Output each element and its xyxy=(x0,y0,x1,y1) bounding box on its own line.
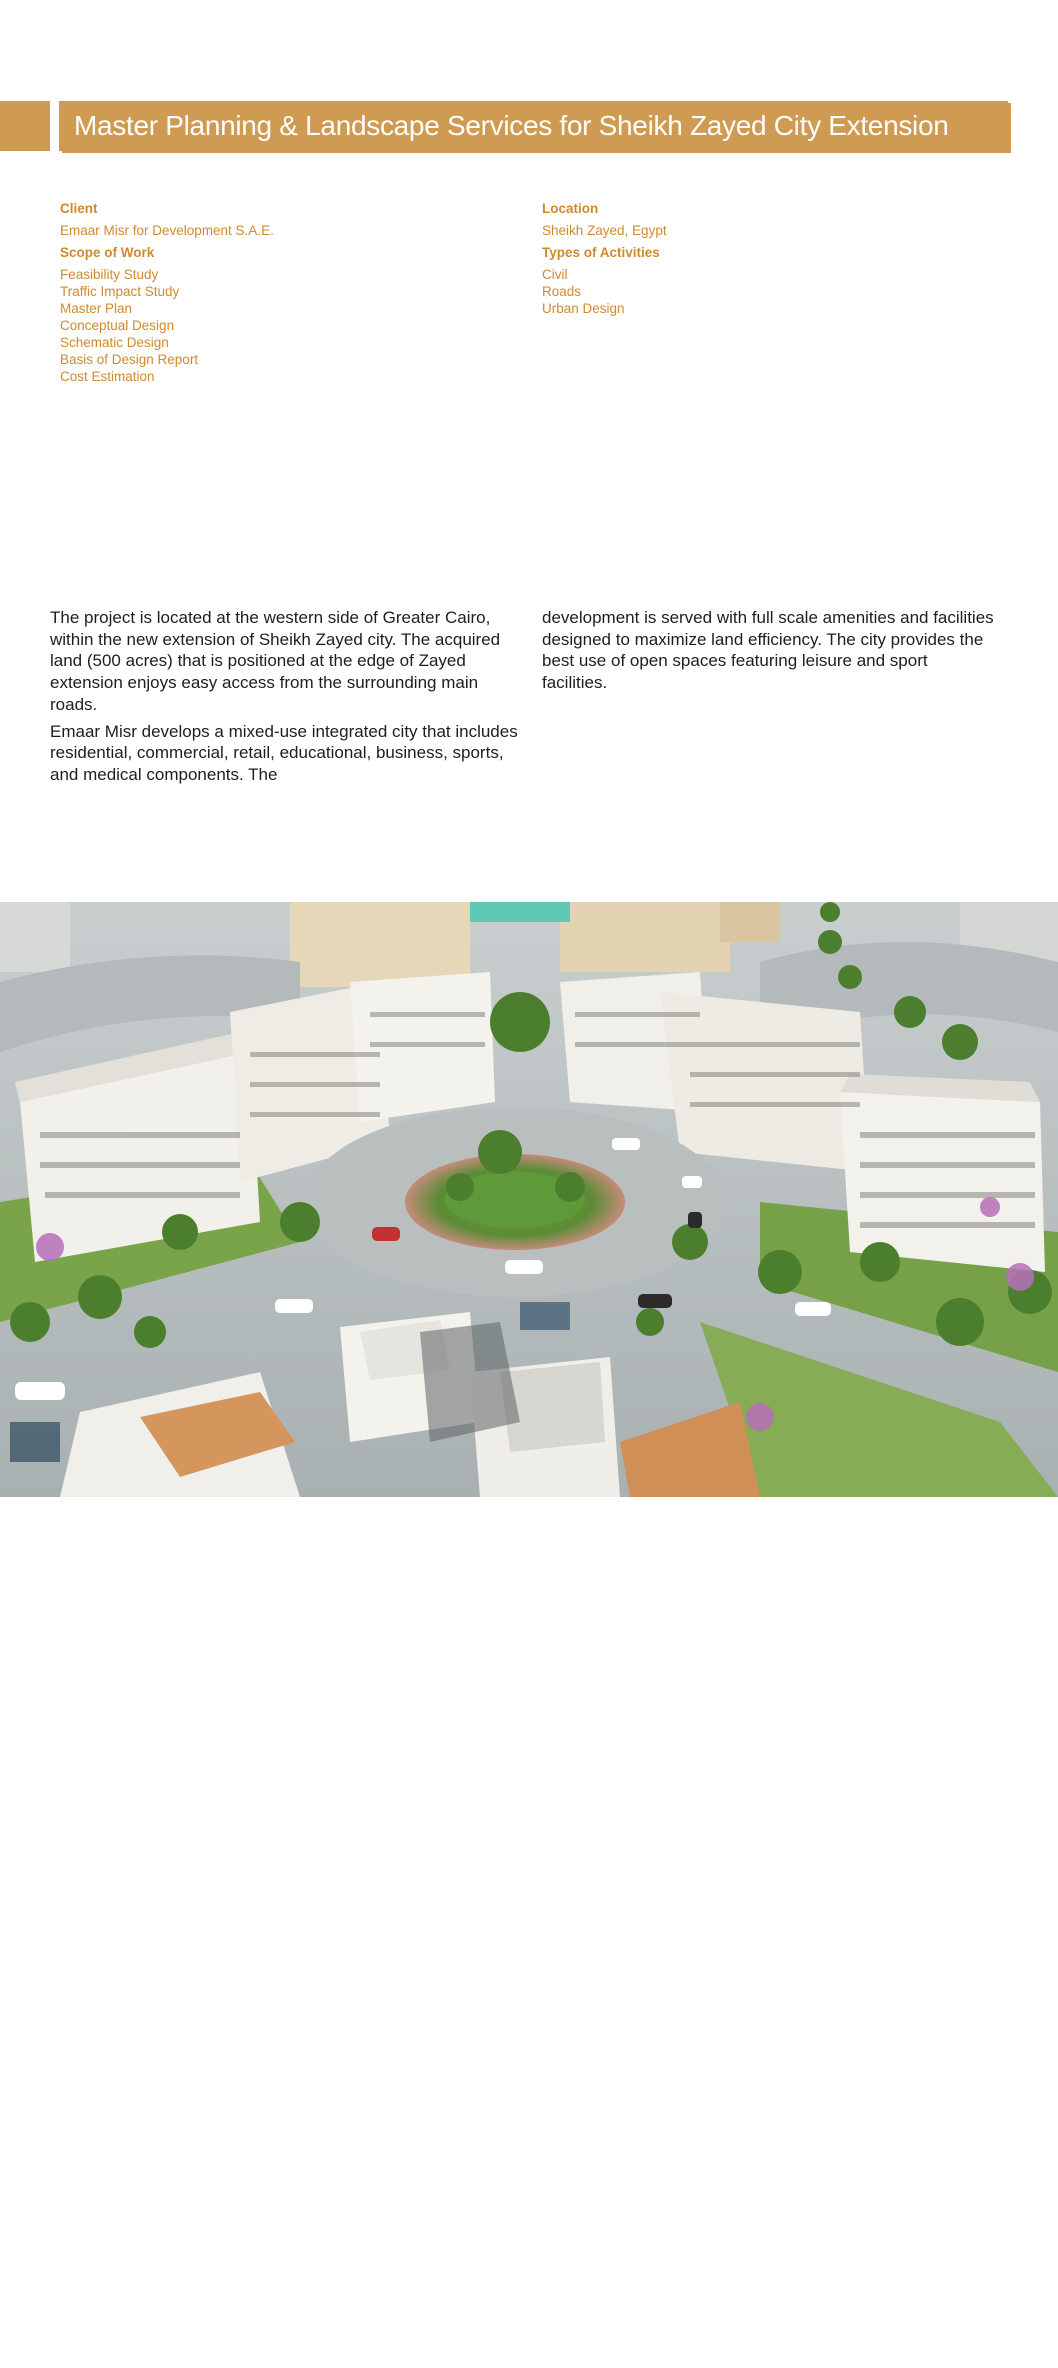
scope-item: Master Plan xyxy=(60,301,133,316)
accent-block xyxy=(0,101,50,151)
client-value: Emaar Misr for Development S.A.E. xyxy=(60,223,274,238)
info-column-right xyxy=(542,200,982,317)
scope-item: Schematic Design xyxy=(60,335,169,350)
scope-item: Conceptual Design xyxy=(60,318,175,333)
scope-label: Scope of Work xyxy=(60,245,155,260)
activity-item: Civil xyxy=(542,267,568,282)
body-paragraph: development is served with full scale amenities and facilities designed to maximize land efficiency. The city provides the best use of open spaces featuring leisure and sport facilities. xyxy=(542,608,994,693)
activities-label: Types of Activities xyxy=(542,245,660,260)
body-column-left xyxy=(50,607,525,791)
scope-item: Traffic Impact Study xyxy=(60,284,180,299)
activities-list xyxy=(542,266,982,317)
activity-item: Urban Design xyxy=(542,301,625,316)
aerial-rendering-image xyxy=(0,902,1058,2368)
page-title: Master Planning & Landscape Services for Sheikh Zayed City Extension xyxy=(74,110,949,141)
scope-item: Basis of Design Report xyxy=(60,352,199,367)
info-column-left xyxy=(60,200,500,385)
image-caption: Master Planning & Landscape Services for Sheikh Zayed City Extension xyxy=(50,2356,402,2368)
activity-item: Roads xyxy=(542,284,582,299)
location-value: Sheikh Zayed, Egypt xyxy=(542,223,667,238)
body-paragraph: Emaar Misr develops a mixed-use integrated city that includes residential, commercial, retail, educational, business, sports, and medical components. The xyxy=(50,721,518,784)
title-bar xyxy=(59,101,1008,151)
body-column-right xyxy=(542,607,997,699)
client-label: Client xyxy=(60,201,98,216)
location-label: Location xyxy=(542,201,599,216)
scope-item: Feasibility Study xyxy=(60,267,159,282)
scope-list xyxy=(60,266,500,385)
scope-item: Cost Estimation xyxy=(60,369,155,384)
body-paragraph: The project is located at the western side of Greater Cairo, within the new extension of Sheikh Zayed city. The acquired land (500 acres) that is positioned at the edge of Zayed extension enjoys easy access from the surrounding main roads. xyxy=(50,608,501,714)
